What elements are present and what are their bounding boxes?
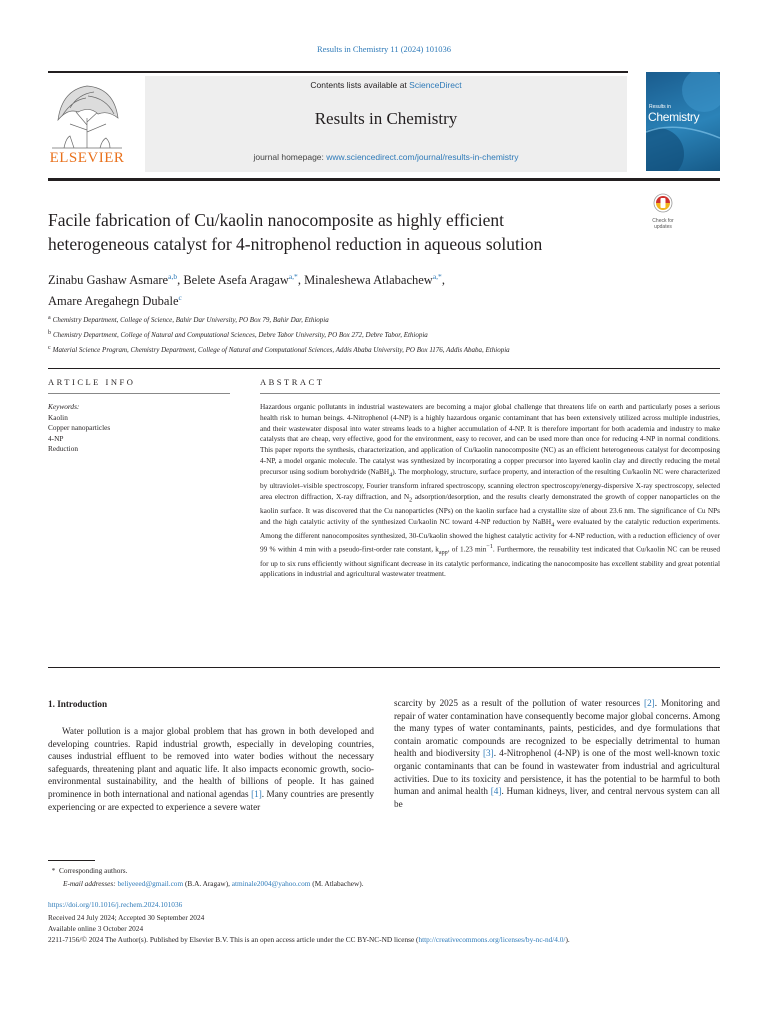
email-link-1[interactable]: beliyeeed@gmail.com xyxy=(117,879,184,888)
article-info-rule xyxy=(48,393,230,394)
corresponding-text: Corresponding authors. xyxy=(58,866,128,875)
doi-link[interactable] xyxy=(48,899,728,910)
check-updates-label: Check for updates xyxy=(652,218,674,230)
header-bottom-rule xyxy=(48,178,720,181)
keyword-item: Kaolin xyxy=(48,412,68,422)
doi-url[interactable]: https://doi.org/10.1016/j.rechem.2024.101036 xyxy=(48,900,183,909)
cover-title: Chemistry xyxy=(648,110,700,124)
article-title xyxy=(48,208,628,256)
header-top-rule xyxy=(48,71,628,73)
affiliation-marker: c xyxy=(48,345,51,351)
contents-prefix: Contents lists available at xyxy=(310,80,410,90)
affiliation-marker: b xyxy=(48,330,51,336)
author-4[interactable]: Amare Aregahegn Dubale xyxy=(48,294,179,308)
license-text: 2211-7156/© 2024 The Author(s). Published by Elsevier B.V. This is an open access article under the CC BY-NC-ND license ( xyxy=(48,935,419,944)
affiliation-b xyxy=(48,327,728,342)
online-date: Available online 3 October 2024 xyxy=(48,924,144,933)
article-info-heading: ARTICLE INFO xyxy=(48,377,136,387)
author-sep: , xyxy=(441,273,445,287)
author-sep: , xyxy=(177,273,184,287)
keyword-item: Copper nanoparticles xyxy=(48,423,111,432)
email-owner: (B.A. Aragaw), xyxy=(183,879,232,888)
email-owner: (M. Atlabachew). xyxy=(310,879,364,888)
body-text: . Many countries are presently experiencing or are expected to experience a severe water xyxy=(48,788,374,812)
author-2[interactable]: Belete Asefa Aragaw xyxy=(183,273,289,287)
author-4-affil[interactable]: c xyxy=(178,293,182,302)
affiliation-c xyxy=(48,342,728,357)
affiliation-text: Chemistry Department, College of Natural and Computational Sciences, Debre Tabor University, PO Box 272, Debre Tabor, Ethiopia xyxy=(53,331,428,339)
abstract-part: , of 1.23 min xyxy=(447,544,487,554)
license-statement xyxy=(48,934,720,946)
received-dates: Received 24 July 2024; Accepted 30 September 2024 xyxy=(48,913,205,922)
reference-link[interactable]: [4] xyxy=(490,786,502,797)
body-text: scarcity by 2025 as a result of the pollution of water resources xyxy=(394,698,645,708)
author-sep: , xyxy=(297,273,305,287)
abstract-part: adsorption/desorption, and the results clearly demonstrated the growth of copper nanoparticles on the kaolin surface. It was discovered that the Cu nanoparticles (NPs) on the kaolin surface had a crystallite size of about 23.6 nm. The significance of Cu NPs and the high catalytic activity of the synthesized Cu/kaolin NC toward 4-NP reduction by NaBH xyxy=(260,491,720,526)
keyword-item: 4-NP xyxy=(48,433,64,443)
reference-link[interactable]: [1] xyxy=(251,788,262,799)
body-text: . Monitoring and repair of water contamination have consequently become major global concerns. Among the many types of water contaminants, paints, pesticides, and dye formulations that contain aromatic compounds are recognized to be especially detrimental to human health and biodiversity xyxy=(394,698,720,759)
abstract-heading: ABSTRACT xyxy=(260,377,325,387)
author-2-affil[interactable]: a,* xyxy=(288,272,298,281)
title-line-2: heterogeneous catalyst for 4-nitrophenol reduction in aqueous solution xyxy=(48,234,543,254)
sciencedirect-link[interactable]: ScienceDirect xyxy=(409,80,462,90)
body-column-right xyxy=(394,697,720,810)
footnote-rule xyxy=(48,860,95,861)
check-updates-icon xyxy=(652,193,674,213)
body-column-left xyxy=(48,725,374,813)
abstract-bottom-rule xyxy=(48,667,720,668)
abstract-part: ). The morphology, structure, surface property, and interaction of the resulting Cu/kaolin NC were characterized by ultraviolet–visible spectroscopy, Fourier transform infrared spectroscopy, scanning electron spectroscopy/energy-dispersive X-ray spectroscopy, selected area electron diffraction, X-ray diffraction, and N xyxy=(260,466,720,501)
body-text: Water pollution is a major global problem that has grown in both developed and developing countries. Rapid industrial growth, especially in developing countries, causes industrial effluent to be removed into water bodies without the necessary safeguards, threatening plant and aquatic life. It also impacts economic growth, socio-environmental sustainability, and the health of billions of people. It has gained prominence in both international and national agendas xyxy=(48,726,374,799)
journal-title: Results in Chemistry xyxy=(314,109,458,128)
author-list xyxy=(48,268,648,310)
affiliation-a xyxy=(48,312,728,327)
author-3[interactable]: Minaleshewa Atlabachew xyxy=(304,273,433,287)
subscript: 4 xyxy=(551,522,555,529)
keyword-item: Reduction xyxy=(48,444,78,453)
journal-homepage-line xyxy=(145,152,627,162)
body-text: . 4-Nitrophenol (4-NP) is one of the most well-known toxic organic contaminants that can be found in wastewater from industrial and agricultural activities. Due to its toxicity and persistence, it has the potential to be harmful to both human and animal health xyxy=(394,748,721,797)
affiliation-text: Material Science Program, Chemistry Department, College of Natural and Computational Sciences, Addis Ababa University, PO Box 1176, Addis Ababa, Ethiopia xyxy=(52,346,510,354)
homepage-link[interactable]: www.sciencedirect.com/journal/results-in-chemistry xyxy=(326,152,519,162)
keywords-block xyxy=(48,402,110,455)
abstract-rule xyxy=(260,393,720,394)
author-1-affil[interactable]: a,b xyxy=(168,272,178,281)
affiliation-marker: a xyxy=(48,315,51,321)
abstract-part: were evaluated by the catalytic reduction experiments. Among the different nanocomposites synthesized, 30-Cu/kaolin showed the highest catalytic activity for 4-NP reduction, with a reduction efficiency of over 99 % within 4 min with a pseudo-first-order rate constant, k xyxy=(260,516,720,554)
license-link[interactable]: http://creativecommons.org/licenses/by-nc-nd/4.0/ xyxy=(418,935,566,944)
license-end: ). xyxy=(565,935,570,944)
body-text: . Human kidneys, liver, and central nervous system can all be xyxy=(394,786,720,809)
abstract-part: Hazardous organic pollutants in industrial wastewaters are becoming a major global challenge that threatens life on earth and particularly poses a serious health risk to human beings. 4-Nitrophenol (4-NP) is a highly hazardous organic contaminant that has been extensively utilized across multiple industries, and their wastewater disposal into water streams leads to a higher accumulation of 4-NP. It is therefore important for both academia and industry to make catalysts that are cheap, very effective, good for the environment, easy to recover, and can be used more than once for reducing 4-NP in normal conditions. This paper reports the synthesis, characterization, and application of Cu/kaolin nanocomposite (NC) as an efficient heterogeneous catalyst for decomposing 4-NP, a model organic molecule. The catalyst was synthesized by incorporating a copper precursor into layered kaolin clay and directly reducing the metal precursor using sodium borohydride (NaBH xyxy=(260,402,720,476)
journal-reference[interactable]: Results in Chemistry 11 (2024) 101036 xyxy=(316,44,452,54)
reference-link[interactable]: [2] xyxy=(644,698,655,708)
info-top-rule xyxy=(48,368,720,369)
check-for-updates-badge[interactable] xyxy=(646,193,680,229)
homepage-label: journal homepage: xyxy=(253,152,327,162)
abstract-text xyxy=(260,402,720,580)
footnote-corresponding: * Corresponding authors. xyxy=(48,866,128,875)
email-label: E-mail addresses: xyxy=(63,879,116,888)
subscript: 4 xyxy=(389,472,393,479)
keywords-label: Keywords: xyxy=(48,402,80,411)
contents-line xyxy=(145,80,627,90)
footnote-emails xyxy=(63,878,723,889)
email-link-2[interactable]: atminale2004@yahoo.com xyxy=(231,879,311,888)
author-3-affil[interactable]: a,* xyxy=(432,272,442,281)
cover-subtitle: Results in xyxy=(649,104,671,110)
author-1[interactable]: Zinabu Gashaw Asmare xyxy=(48,273,169,287)
elsevier-wordmark: ELSEVIER xyxy=(49,150,125,166)
abstract-part: . Furthermore, the reusability test indicated that Cu/kaolin NC can be reused for up to six runs efficiently without significant decrease in its catalytic performance, indicating the nanocomposite has excellent stability and great potential applications in industrial and agricultural wastewater treatment. xyxy=(260,544,721,579)
reference-link[interactable]: [3] xyxy=(482,748,494,759)
affiliations xyxy=(48,312,728,357)
section-heading-introduction: 1. Introduction xyxy=(48,699,108,709)
superscript: −1 xyxy=(486,543,493,550)
title-line-1: Facile fabrication of Cu/kaolin nanocomposite as highly efficient xyxy=(48,210,505,230)
affiliation-text: Chemistry Department, College of Science, Bahir Dar University, PO Box 79, Bahir Dar, Ethiopia xyxy=(52,316,329,324)
subscript: 2 xyxy=(409,497,413,504)
subscript: app xyxy=(438,549,448,556)
